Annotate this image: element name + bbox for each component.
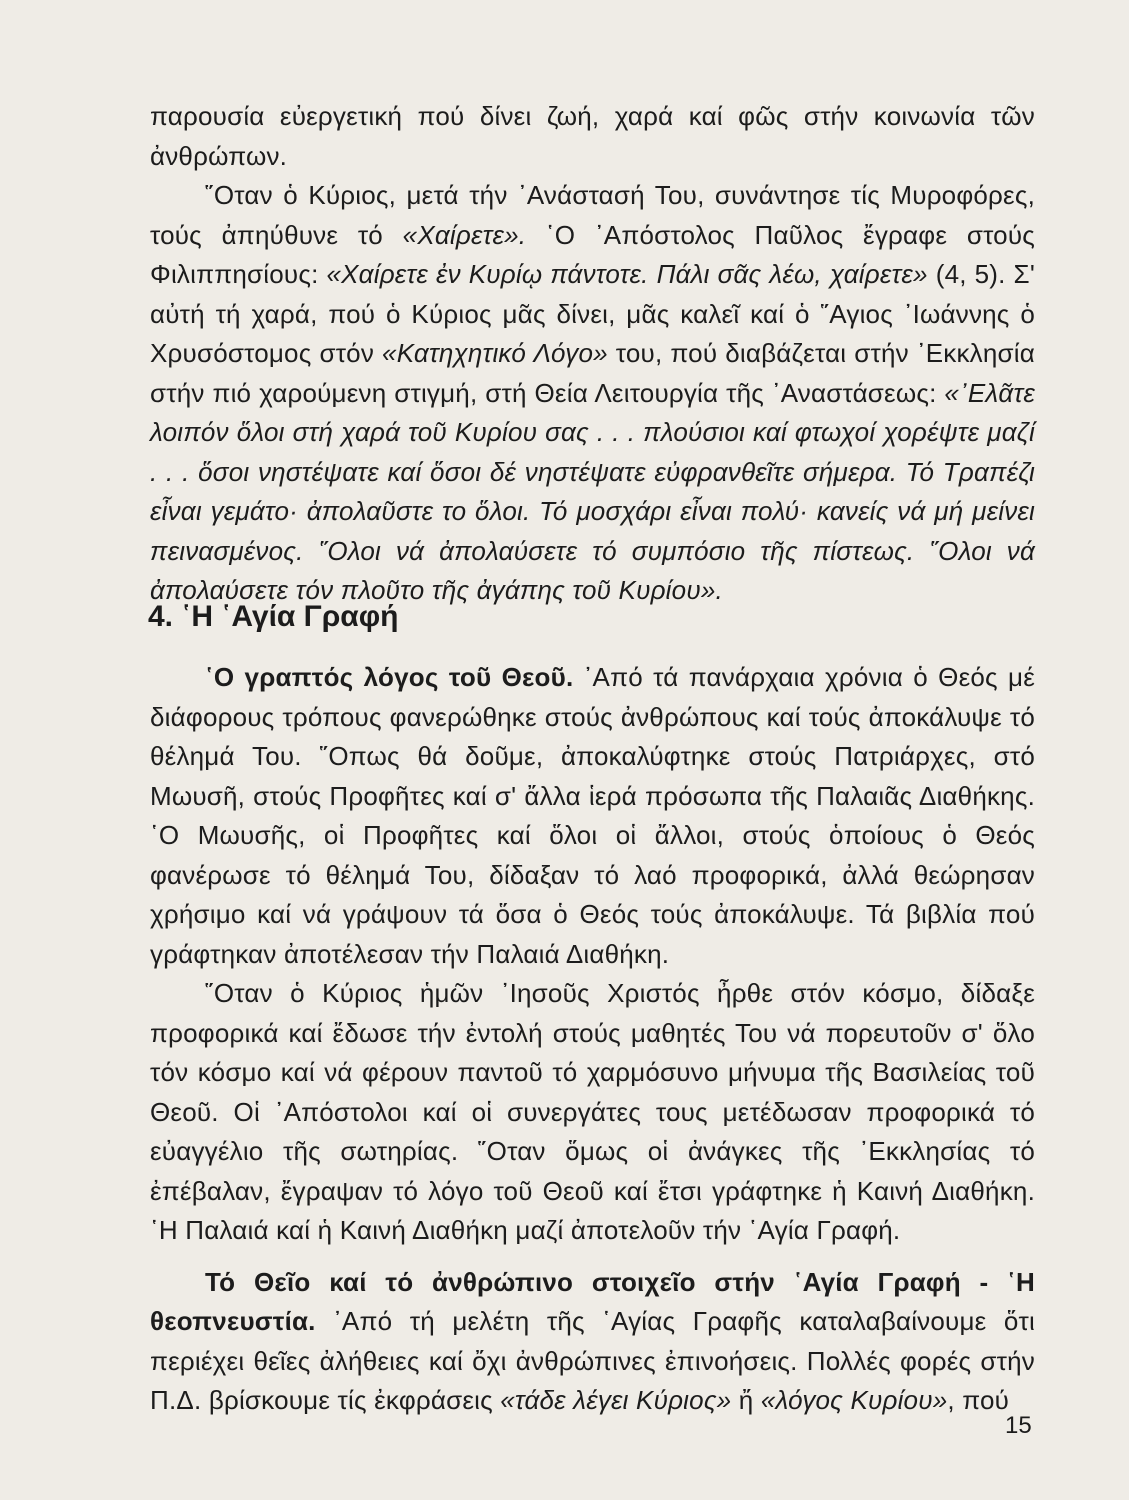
text-run: , πού [947, 1385, 1010, 1415]
top-text-block [150, 97, 1035, 611]
paragraph-joy [150, 176, 1035, 611]
paragraph-new-testament: ῞Οταν ὁ Κύριος ἡμῶν ᾿Ιησοῦς Χριστός ἦρθε στόν κόσμο, δίδαξε προφορικά καί ἔδωσε τήν ἐντολή στούς μαθητές Του νά πορευτοῦν σ' ὅλο τόν κόσμο καί νά φέρουν παντοῦ τό χαρμόσυνο μήνυμα τῆς Βασιλείας τοῦ Θεοῦ. Οἱ ᾿Απόστολοι καί οἱ συνεργάτες τους μετέδωσαν προφορικά τό εὐαγγέλιο τῆς σωτηρίας. ῞Οταν ὅμως οἱ ἀνάγκες τῆς ᾿Εκκλησίας τό ἐπέβαλαν, ἔγραψαν τό λόγο τοῦ Θεοῦ καί ἔτσι γράφτηκε ἡ Καινή Διαθήκη. ῾Η Παλαιά καί ἡ Καινή Διαθήκη μαζί ἀποτελοῦν τήν ῾Αγία Γραφή. [150, 978, 1035, 1245]
subheading-inspiration: Τό Θεῖο καί τό ἀνθρώπινο στοιχεῖο στήν ῾Αγία Γραφή - ῾Η θεοπνευστία. [150, 1266, 1035, 1336]
quote-thus-says-lord: «τάδε λέγει Κύριος» [500, 1385, 732, 1415]
text-run: (4, 5). Σ' αὐτή τή χαρά, πού ὁ Κύριος μᾶς δίνει, μᾶς καλεῖ καί ὁ ῞Αγιος ᾿Ιωάννης ὁ Χρυσόστομος στόν [150, 259, 1035, 368]
paragraph-continuation: παρουσία εὐεργετική πού δίνει ζωή, χαρά καί φῶς στήν κοινωνία τῶν ἀνθρώπων. [150, 101, 1035, 171]
subheading-written-word: ῾Ο γραπτός λόγος τοῦ Θεοῦ. [205, 662, 574, 692]
quote-chairete: «Χαίρετε». [402, 219, 527, 250]
quote-philippians: «Χαίρετε ἐν Κυρίῳ πάντοτε. Πάλι σᾶς λέω, χαίρετε» [326, 259, 928, 289]
text-run: ῞Οταν ὁ Κύριος, μετά τήν ᾿Ανάστασή Του, συνάντησε τίς Μυροφόρες, τούς ἀπηύθυνε τό [150, 180, 1035, 250]
text-run: ᾿Από τά πανάρχαια χρόνια ὁ Θεός μέ διάφορους τρόπους φανερώθηκε στούς ἀνθρώπους καί τούς ἀποκάλυψε τό θέλημά Του. ῞Οπως θά δοῦμε, ἀποκαλύφτηκε στούς Πατριάρχες, στό Μωυσῆ, στούς Προφῆτες καί σ' ἄλλα ἱερά πρόσωπα τῆς Παλαιᾶς Διαθήκης. ῾Ο Μωυσῆς, οἱ Προφῆτες καί ὅλοι οἱ ἄλλοι, στούς ὁποίους ὁ Θεός φανέρωσε τό θέλημά Του, δίδαξαν τό λαό προφορικά, ἀλλά θεώρησαν χρήσιμο καί νά γράψουν τά ὅσα ὁ Θεός τούς ἀποκάλυψε. Τά βιβλία πού γράφτηκαν ἀποτέλεσαν τήν Παλαιά Διαθήκη. [150, 662, 1036, 969]
text-run: του, πού διαβάζεται στήν ᾿Εκκλησία στήν πιό χαρούμενη στιγμή, στή Θεία Λειτουργία τῆς ᾿Αναστάσεως: [150, 338, 1035, 408]
paragraph-written-word [150, 658, 1035, 974]
text-run: ᾿Από τή μελέτη τῆς ῾Αγίας Γραφῆς καταλαβαίνουμε ὅτι περιέχει θεῖες ἀλήθειες καί ὄχι ἀνθρώπινες ἐπινοήσεις. Πολλές φορές στήν Π.Δ. βρίσκουμε τίς ἐκφράσεις [150, 1306, 1035, 1415]
quote-word-of-lord: «λόγος Κυρίου» [760, 1385, 948, 1415]
section-text-block [150, 658, 1035, 1421]
section-heading: 4. ῾Η ῾Αγία Γραφή [148, 600, 399, 633]
text-run: ἤ [731, 1385, 761, 1415]
quote-catechetical-homily: «᾿Ελᾶτε λοιπόν ὅλοι στή χαρά τοῦ Κυρίου σας . . . πλούσιοι καί φτωχοί χορέψτε μαζί . . . ὅσοι νηστέψατε καί ὅσοι δέ νηστέψατε εὐφρανθεῖτε σήμερα. Τό Τραπέζι εἶναι γεμάτο· ἀπολαῦστε το ὅλοι. Τό μοσχάρι εἶναι πολύ· κανείς νά μή μείνει πεινασμένος. ῞Ολοι νά ἀπολαύσετε τό συμπόσιο τῆς πίστεως. ῞Ολοι νά ἀπολαύσετε τόν πλοῦτο τῆς ἀγάπης τοῦ Κυρίου». [150, 377, 1035, 605]
quote-catechetical-title: «Κατηχητικό Λόγο» [382, 338, 608, 368]
paragraph-inspiration [150, 1263, 1035, 1421]
text-run: ῾Ο ᾿Απόστολος Παῦλος ἔγραφε στούς Φιλιππησίους: [150, 219, 1035, 289]
page-number: 15 [1005, 1412, 1032, 1439]
